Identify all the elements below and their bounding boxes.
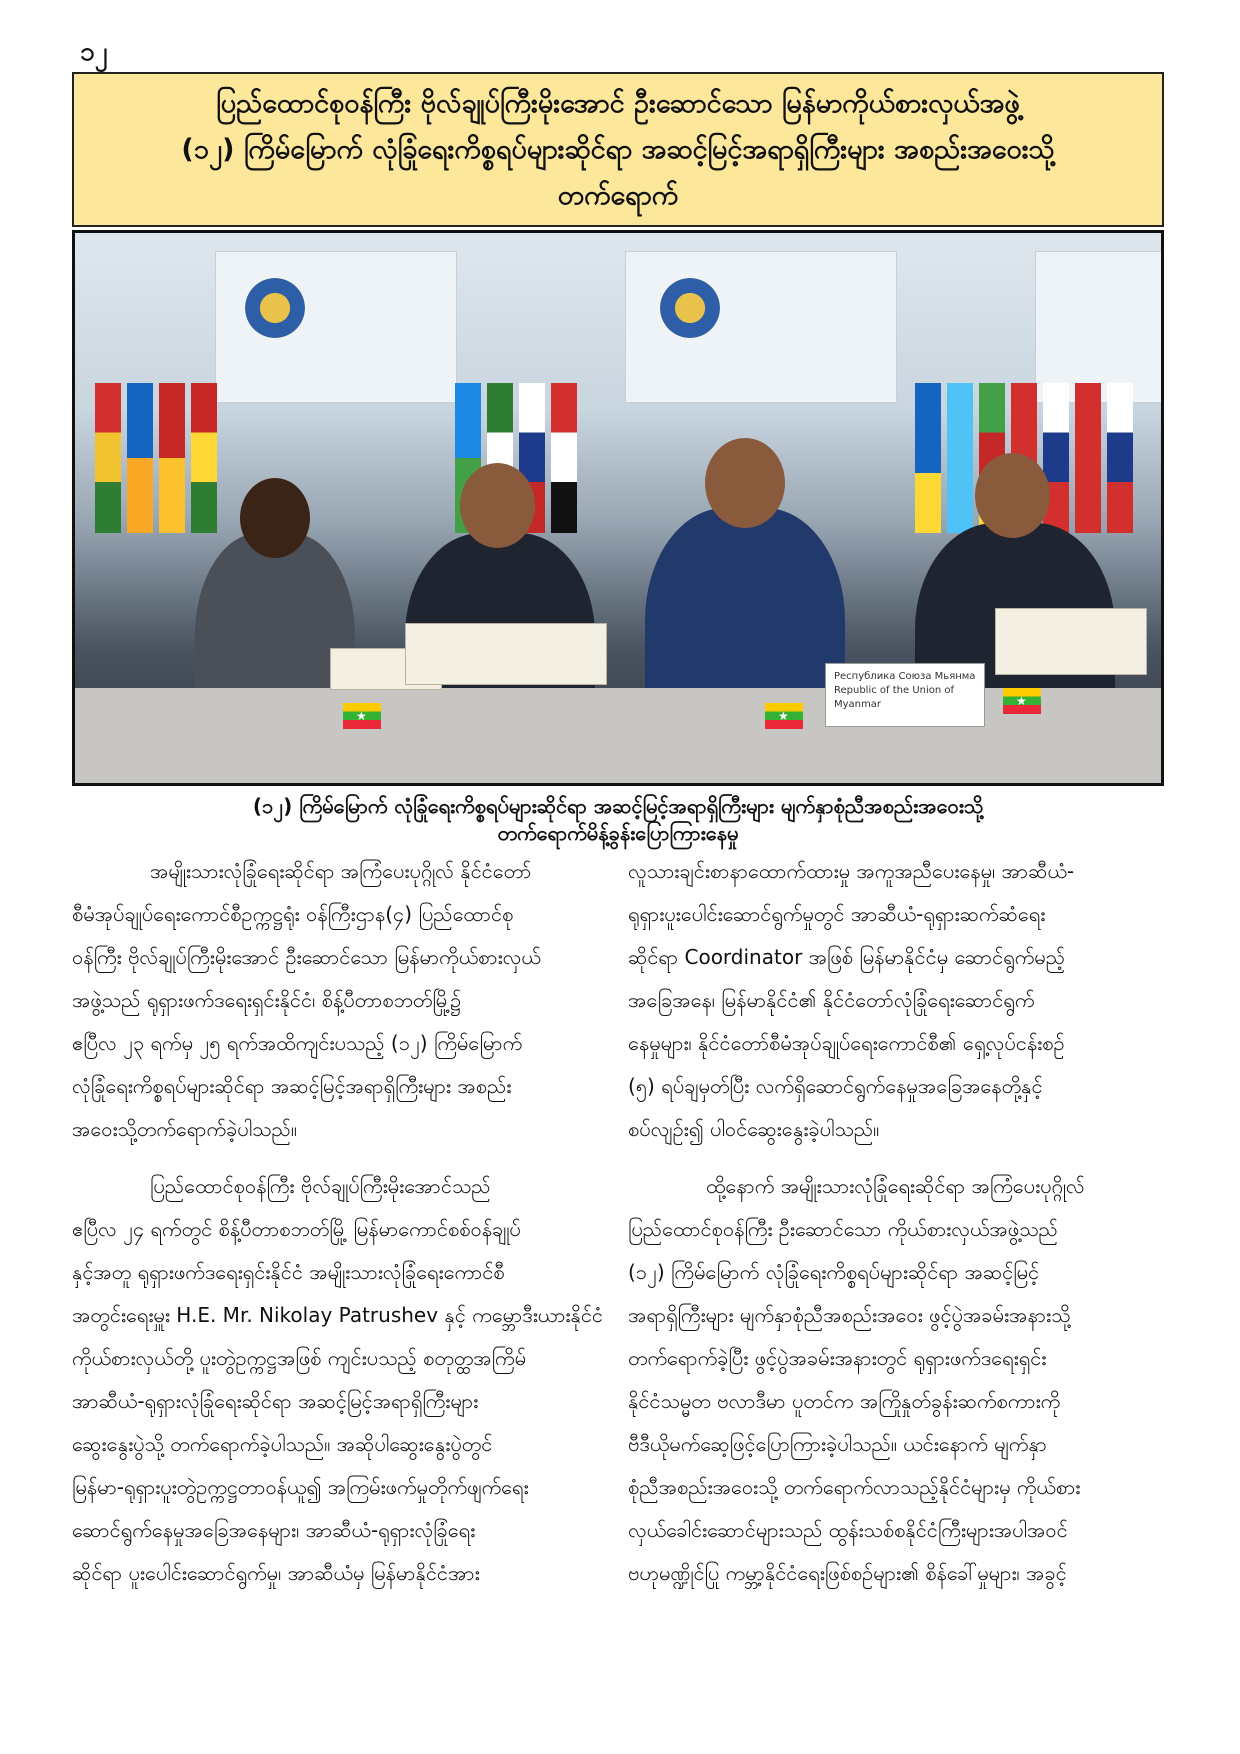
page-number: ၁၂ [80, 37, 108, 67]
headline-line-3: တက်ရောက် [557, 179, 679, 211]
right-column [628, 850, 1166, 1609]
delegate-left-head [240, 478, 310, 558]
text-line: ဗဟုမဏ္ဍိုင်ပြု ကမ္ဘာ့နိုင်ငံရေးဖြစ်စဉ်များ၏ စိန်ခေါ်မှုများ၊ အခွင့် [628, 1561, 1067, 1585]
flag [127, 383, 153, 533]
text-line: စုံညီအစည်းအဝေးသို့ တက်ရောက်လာသည့်နိုင်ငံများမှ ကိုယ်စား [628, 1475, 1081, 1499]
delegate-writing-head [460, 463, 535, 548]
text-line: လုံခြုံရေးကိစ္စရပ်များဆိုင်ရာ အဆင့်မြင့်အရာရှိကြီးများ အစည်း [72, 1074, 512, 1098]
text-line: လှယ်ခေါင်းဆောင်များသည် ထွန်းသစ်စနိုင်ငံကြီးများအပါအဝင် [628, 1518, 1068, 1542]
myanmar-flag-icon: ★ [343, 703, 381, 729]
text-line: နှင့်အတူ ရုရှားဖက်ဒရေးရှင်းနိုင်ငံ အမျိုးသားလုံခြုံရေးကောင်စီ [72, 1260, 505, 1284]
text-line: ပြည်ထောင်စုဝန်ကြီး ဗိုလ်ချုပ်ကြီးမိုးအောင်သည် [150, 1174, 491, 1198]
text-line: အတွင်းရေးမှူး H.E. Mr. Nikolay Patrushev နှင့် ကမ္ဘောဒီးယားနိုင်ငံ [72, 1303, 604, 1327]
text-line: အခြေအနေ၊ မြန်မာနိုင်ငံ၏ နိုင်ငံတော်လုံခြုံရေးဆောင်ရွက် [628, 988, 1035, 1012]
myanmar-flag-icon: ★ [765, 703, 803, 729]
meeting-photo [72, 230, 1164, 786]
flag [191, 383, 217, 533]
stage-backdrop-right [1035, 251, 1164, 403]
delegate-right-head [975, 453, 1050, 538]
country-nameplate [825, 663, 985, 727]
text-line: အဝေးသို့တက်ရောက်ခဲ့ပါသည်။ [72, 1117, 297, 1141]
text-line: နေမှုများ၊ နိုင်ငံတော်စီမံအုပ်ချုပ်ရေးကောင်စီ၏ ရှေ့လုပ်ငန်းစဉ် [628, 1031, 1065, 1055]
delegate-center-head [705, 438, 785, 528]
conference-emblem-left [245, 278, 305, 338]
text-line: ဆိုင်ရာ Coordinator အဖြစ် မြန်မာနိုင်ငံမှ ဆောင်ရွက်မည့် [628, 945, 1066, 969]
text-line: အမျိုးသားလုံခြုံရေးဆိုင်ရာ အကြံပေးပုဂ္ဂိုလ် နိုင်ငံတော် [150, 859, 532, 883]
flag [551, 383, 577, 533]
text-line: ထို့နောက် အမျိုးသားလုံခြုံရေးဆိုင်ရာ အကြံပေးပုဂ္ဂိုလ် [706, 1174, 1085, 1198]
paragraph [72, 1165, 610, 1595]
paragraph [628, 850, 1166, 1151]
headline-line-1: ပြည်ထောင်စုဝန်ကြီး ဗိုလ်ချုပ်ကြီးမိုးအောင် ဦးဆောင်သော မြန်မာကိုယ်စားလှယ်အဖွဲ့ [216, 87, 1020, 119]
text-line: စီမံအုပ်ချုပ်ရေးကောင်စီဥက္ကဋ္ဌရုံး ဝန်ကြီးဌာန(၄) ပြည်ထောင်စု [72, 902, 514, 926]
headline-line-2: (၁၂) ကြိမ်မြောက် လုံခြုံရေးကိစ္စရပ်များဆိုင်ရာ အဆင့်မြင့်အရာရှိကြီးများ အစည်းအဝေးသို့ [181, 133, 1055, 165]
headline-box [72, 72, 1164, 227]
text-line: ဧပြီလ ၂၃ ရက်မှ ၂၅ ရက်အထိကျင်းပသည့် (၁၂) ကြိမ်မြောက် [72, 1031, 523, 1055]
myanmar-flag-icon: ★ [1003, 688, 1041, 714]
caption-line-1: (၁၂) ကြိမ်မြောက် လုံခြုံရေးကိစ္စရပ်များဆိုင်ရာ အဆင့်မြင့်အရာရှိကြီးများ မျက်နှာစုံညီအစည်းအဝေးသို့ [252, 794, 984, 818]
text-line: ပြည်ထောင်စုဝန်ကြီး ဦးဆောင်သော ကိုယ်စားလှယ်အဖွဲ့သည် [628, 1217, 1058, 1241]
text-line: ဆိုင်ရာ ပူးပေါင်းဆောင်ရွက်မှု၊ အာဆီယံမှ မြန်မာနိုင်ငံအား [72, 1561, 480, 1585]
text-line: ကိုယ်စားလှယ်တို့ ပူးတွဲဥက္ကဋ္ဌအဖြစ် ကျင်းပသည့် စတုတ္ထအကြိမ် [72, 1346, 527, 1370]
text-line: တက်ရောက်ခဲ့ပြီး ဖွင့်ပွဲအခမ်းအနားတွင် ရုရှားဖက်ဒရေးရှင်း [628, 1346, 1047, 1370]
text-line: နိုင်ငံသမ္မတ ဗလာဒီမာ ပူတင်က အကြိုနှုတ်ခွန်းဆက်စကားကို [628, 1389, 1061, 1413]
text-line: အာဆီယံ-ရုရှားလုံခြုံရေးဆိုင်ရာ အဆင့်မြင့်အရာရှိကြီးများ [72, 1389, 479, 1413]
left-column [72, 850, 610, 1609]
flag [1075, 383, 1101, 533]
text-line: လူသားချင်းစာနာထောက်ထားမှု အကူအညီပေးနေမှု၊ အာဆီယံ- [628, 859, 1075, 883]
text-line: အဖွဲ့သည် ရုရှားဖက်ဒရေးရှင်းနိုင်ငံ၊ စိန့်ပီတာစဘတ်မြို့၌ [72, 988, 462, 1012]
text-line: မြန်မာ-ရုရှားပူးတွဲဥက္ကဋ္ဌတာဝန်ယူ၍ အကြမ်းဖက်မှုတိုက်ဖျက်ရေး [72, 1475, 529, 1499]
paragraph [628, 1165, 1166, 1595]
text-line: ရုရှားပူးပေါင်းဆောင်ရွက်မှုတွင် အာဆီယံ-ရုရှားဆက်ဆံရေး [628, 902, 1046, 926]
flag [1107, 383, 1133, 533]
flag [915, 383, 941, 533]
text-line: ဆောင်ရွက်နေမှုအခြေအနေများ၊ အာဆီယံ-ရုရှားလုံခြုံရေး [72, 1518, 476, 1542]
text-line: ဗီဒီယိုမက်ဆေ့ဖြင့်ပြောကြားခဲ့ပါသည်။ ယင်းနောက် မျက်နှာ [628, 1432, 1047, 1456]
text-line: ဆွေးနွေးပွဲသို့ တက်ရောက်ခဲ့ပါသည်။ အဆိုပါဆွေးနွေးပွဲတွင် [72, 1432, 493, 1456]
notebook [405, 623, 607, 685]
nameplate-line-2: Republic of the Union of Myanmar [834, 685, 955, 710]
flag [159, 383, 185, 533]
text-line: ဝန်ကြီး ဗိုလ်ချုပ်ကြီးမိုးအောင် ဦးဆောင်သော မြန်မာကိုယ်စားလှယ် [72, 945, 541, 969]
text-line: (၁၂) ကြိမ်မြောက် လုံခြုံရေးကိစ္စရပ်များဆိုင်ရာ အဆင့်မြင့် [628, 1260, 1040, 1284]
caption-line-2: တက်ရောက်မိန့်ခွန်းပြောကြားနေမှု [497, 821, 739, 845]
text-line: အရာရှိကြီးများ မျက်နှာစုံညီအစည်းအဝေး ဖွင့်ပွဲအခမ်းအနားသို့ [628, 1303, 1071, 1327]
text-line: စပ်လျဉ်း၍ ပါဝင်ဆွေးနွေးခဲ့ပါသည်။ [628, 1117, 880, 1141]
photo-caption [72, 793, 1164, 847]
flag [95, 383, 121, 533]
notebook [995, 608, 1147, 675]
conference-emblem-center [660, 278, 720, 338]
nameplate-line-1: Республика Союза Мьянма [834, 671, 976, 682]
text-line: ဧပြီလ ၂၄ ရက်တွင် စိန့်ပီတာစဘတ်မြို့ မြန်မာကောင်စစ်ဝန်ချုပ် [72, 1217, 521, 1241]
conference-desk [75, 688, 1161, 786]
flag [947, 383, 973, 533]
paragraph [72, 850, 610, 1151]
text-line: (၅) ရပ်ချမှတ်ပြီး လက်ရှိဆောင်ရွက်နေမှုအခြေအနေတို့နှင့် [628, 1074, 1043, 1098]
